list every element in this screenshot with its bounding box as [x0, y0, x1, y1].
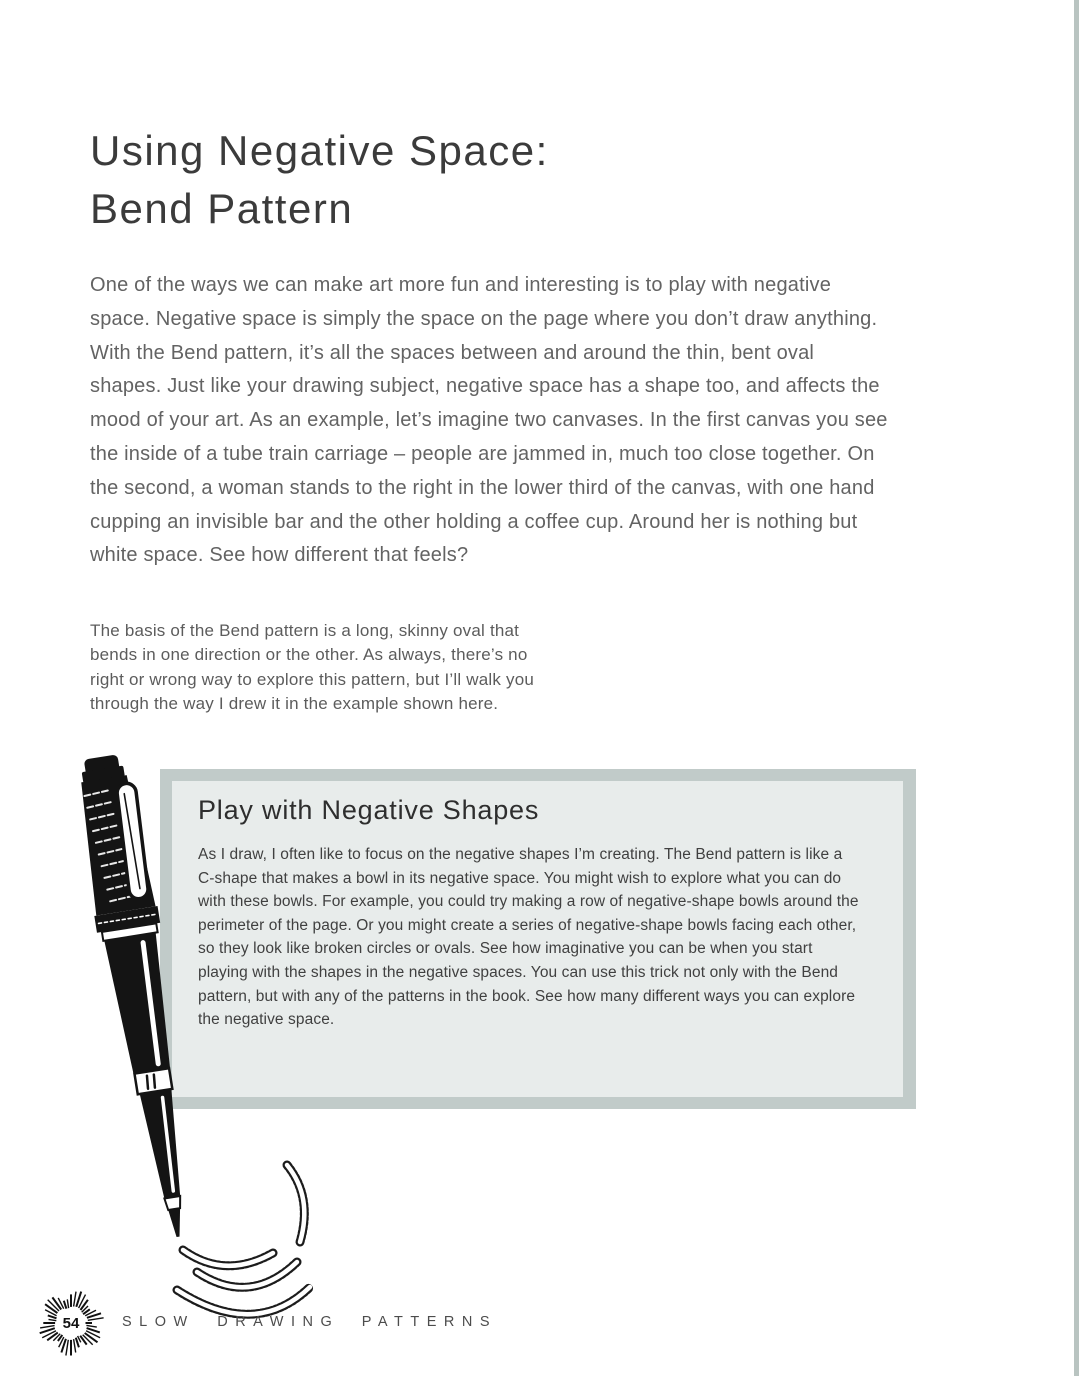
page-edge-rule — [1074, 0, 1079, 1376]
pen-drawing-icon — [55, 745, 335, 1325]
sidebar-note: The basis of the Bend pattern is a long, skinny oval that bends in one direction or the other. As always, there’s no right or wrong way to explore this pattern, but I’ll walk you through the way I drew it in the example shown here. — [90, 621, 535, 713]
intro-paragraph: One of the ways we can make art more fun and interesting is to play with negative space. Negative space is simply the space on the page where you don’t draw anything. With the Bend pattern, it’s all the spaces between and around the thin, bent oval shapes. Just like your drawing subject, negative space has a shape too, and affects the mood of your art. As an example, let’s imagine two canvases. In the first canvas you see the inside of a tube train carriage – people are jammed in, much too close together. On the second, a woman stands to the right in the lower third of the canvas, with one hand cupping an invisible bar and the other holding a coffee cup. Around her is nothing but white space. See how different that feels? — [90, 274, 888, 567]
callout-heading: Play with Negative Shapes — [198, 795, 540, 825]
callout-body: As I draw, I often like to focus on the negative shapes I’m creating. The Bend pattern is like a C-shape that makes a bowl in its negative space. You might wish to explore what you can do with these bowls. For example, you could try making a row of negative-shape bowls around the perimeter of the page. Or you might create a series of negative-shape bowls facing each other, so they look like broken circles or ovals. See how imaginative you can be when you start playing with the shapes in the negative spaces. You can use this trick not only with the Bend pattern, but with any of the patterns in the book. See how many different ways you can explore the negative space. — [198, 846, 859, 1029]
running-title: SLOW DRAWING PATTERNS — [122, 1314, 497, 1330]
page-footer — [0, 1286, 1080, 1360]
page-title-line1: Using Negative Space: — [90, 127, 549, 175]
page-title — [90, 122, 549, 238]
page-title-line2: Bend Pattern — [90, 185, 354, 233]
page-number: 54 — [62, 1314, 80, 1332]
